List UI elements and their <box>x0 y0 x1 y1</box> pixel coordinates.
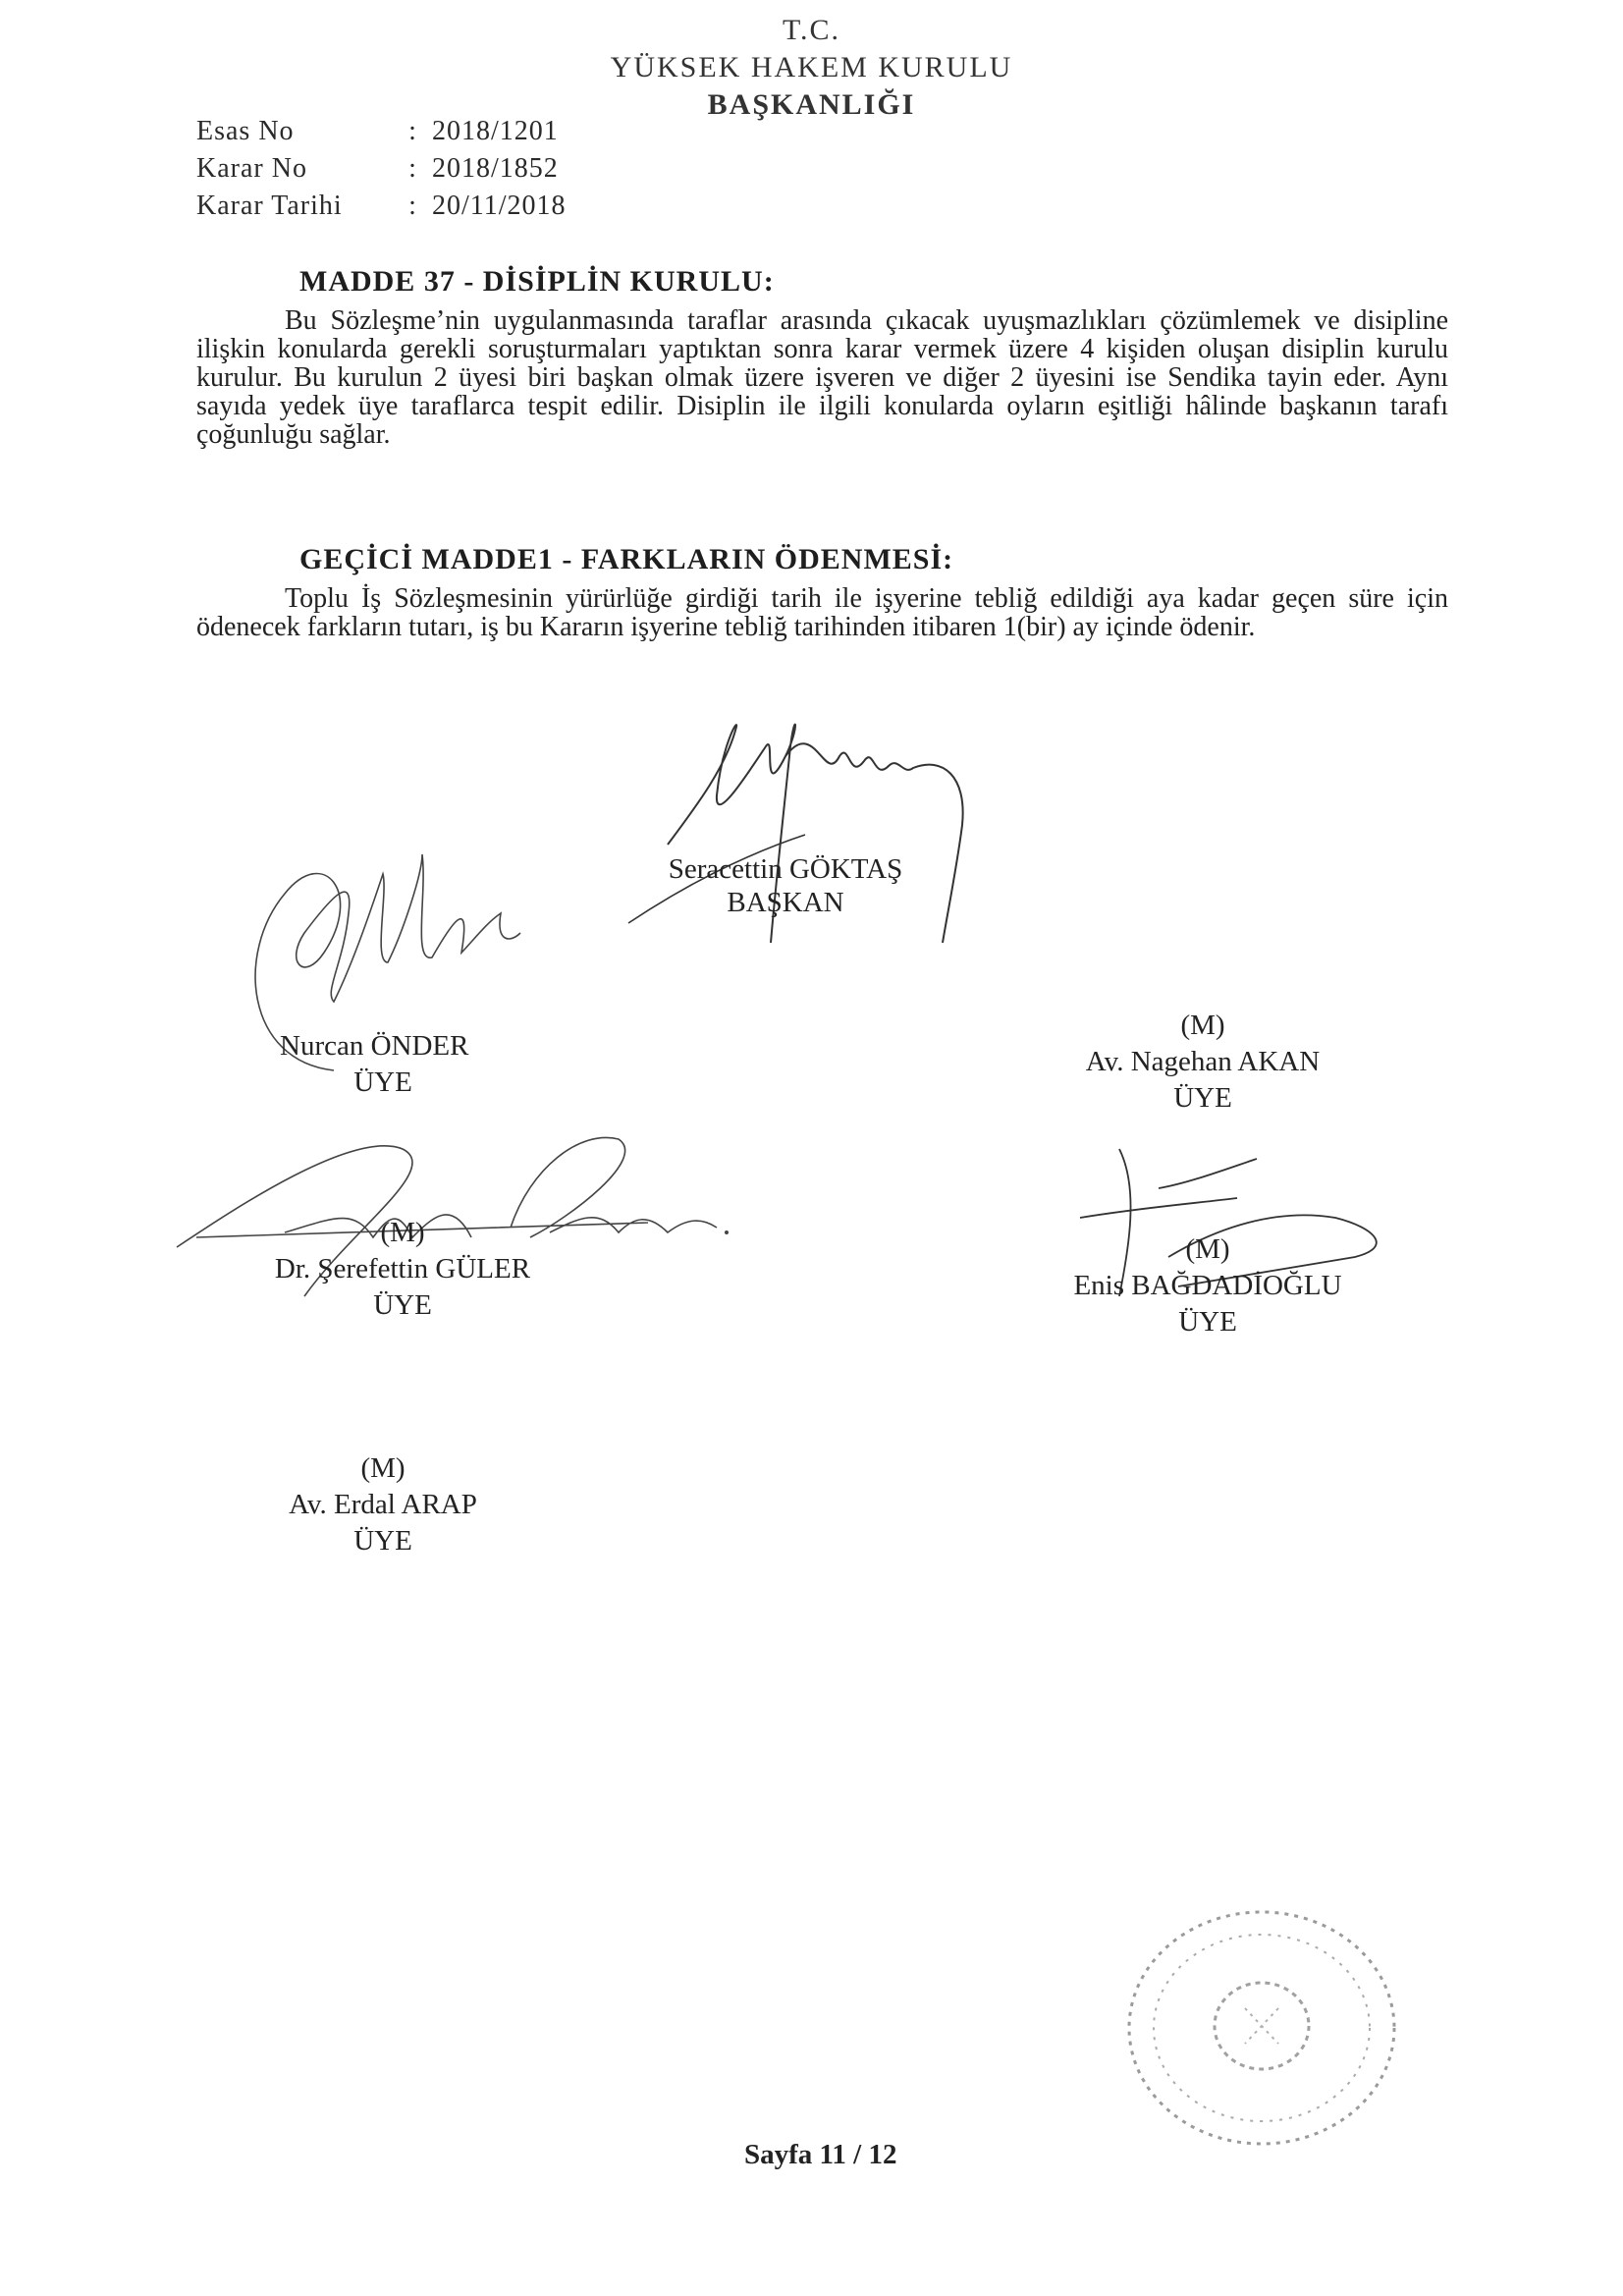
tarih-value: 20/11/2018 <box>432 191 567 221</box>
karar-colon: : <box>408 153 416 184</box>
temporary-article-title: GEÇİCİ MADDE1 - FARKLARIN ÖDENMESİ: <box>299 543 954 575</box>
tarih-label: Karar Tarihi <box>196 191 343 221</box>
article-37-text: Bu Sözleşme’nin uygulanmasında taraflar arasında çıkacak uyuşmazlıkları çözümlemek ve disipline ilişkin konularda gerekli soruşturmaları yaptıktan sonra karar vermek üzere 4 kişiden oluşan disiplin kurulu kurulur. Bu kurulun 2 üyesi biri başkan olmak üzere işveren ve diğer 2 üyesini ise Sendika tayin eder. Aynı sayıda yedek üye taraflarca tespit edilir. Disiplin ile ilgili konularda oyların eşitliği hâlinde başkanın tarafı çoğunluğu sağlar. <box>196 305 1448 450</box>
esas-label: Esas No <box>196 116 295 146</box>
karar-label: Karar No <box>196 153 307 184</box>
esas-value: 2018/1201 <box>432 116 559 146</box>
member2-role: ÜYE <box>1173 1082 1232 1114</box>
header-presidency: BAŞKANLIĞI <box>707 88 916 121</box>
temporary-article-text: Toplu İş Sözleşmesinin yürürlüğe girdiği tarih ile işyerine tebliğ edildiği aya kadar geçen süre için ödenecek farkların tutarı, iş bu Kararın işyerine tebliğ tarihinden itibaren 1(bir) ay içinde ödenir. <box>196 583 1448 642</box>
member1-role: ÜYE <box>353 1066 412 1098</box>
tarih-row <box>196 191 567 228</box>
member4-mark: (M) <box>1185 1233 1230 1265</box>
article-37-body <box>196 306 1448 449</box>
header-tc: T.C. <box>782 14 841 46</box>
member3-mark: (M) <box>380 1217 425 1248</box>
chair-name: Seracettin GÖKTAŞ <box>668 853 903 885</box>
page-number: Sayfa 11 / 12 <box>744 2139 897 2170</box>
member1-name: Nurcan ÖNDER <box>280 1030 469 1062</box>
esas-row <box>196 116 567 153</box>
member2-name: Av. Nagehan AKAN <box>1085 1046 1321 1077</box>
member5-role: ÜYE <box>353 1525 412 1557</box>
member3-name: Dr. Şerefettin GÜLER <box>274 1253 531 1285</box>
article-37-title: MADDE 37 - DİSİPLİN KURULU: <box>299 265 775 298</box>
chair-role: BAŞKAN <box>727 887 844 918</box>
esas-colon: : <box>408 116 416 146</box>
karar-value: 2018/1852 <box>432 153 559 184</box>
member5-mark: (M) <box>360 1452 406 1484</box>
member4-role: ÜYE <box>1178 1306 1237 1338</box>
member2-mark: (M) <box>1180 1010 1225 1041</box>
chair-signature <box>628 687 1001 982</box>
temporary-article-body <box>196 584 1448 641</box>
member5-name: Av. Erdal ARAP <box>289 1489 477 1520</box>
official-stamp <box>1119 1900 1404 2156</box>
tarih-colon: : <box>408 191 416 221</box>
member3-role: ÜYE <box>373 1289 432 1321</box>
header-institution: YÜKSEK HAKEM KURULU <box>610 51 1013 83</box>
member4-name: Enis BAĞDADİOĞLU <box>1073 1270 1342 1301</box>
karar-row <box>196 153 567 191</box>
case-meta <box>196 116 567 228</box>
